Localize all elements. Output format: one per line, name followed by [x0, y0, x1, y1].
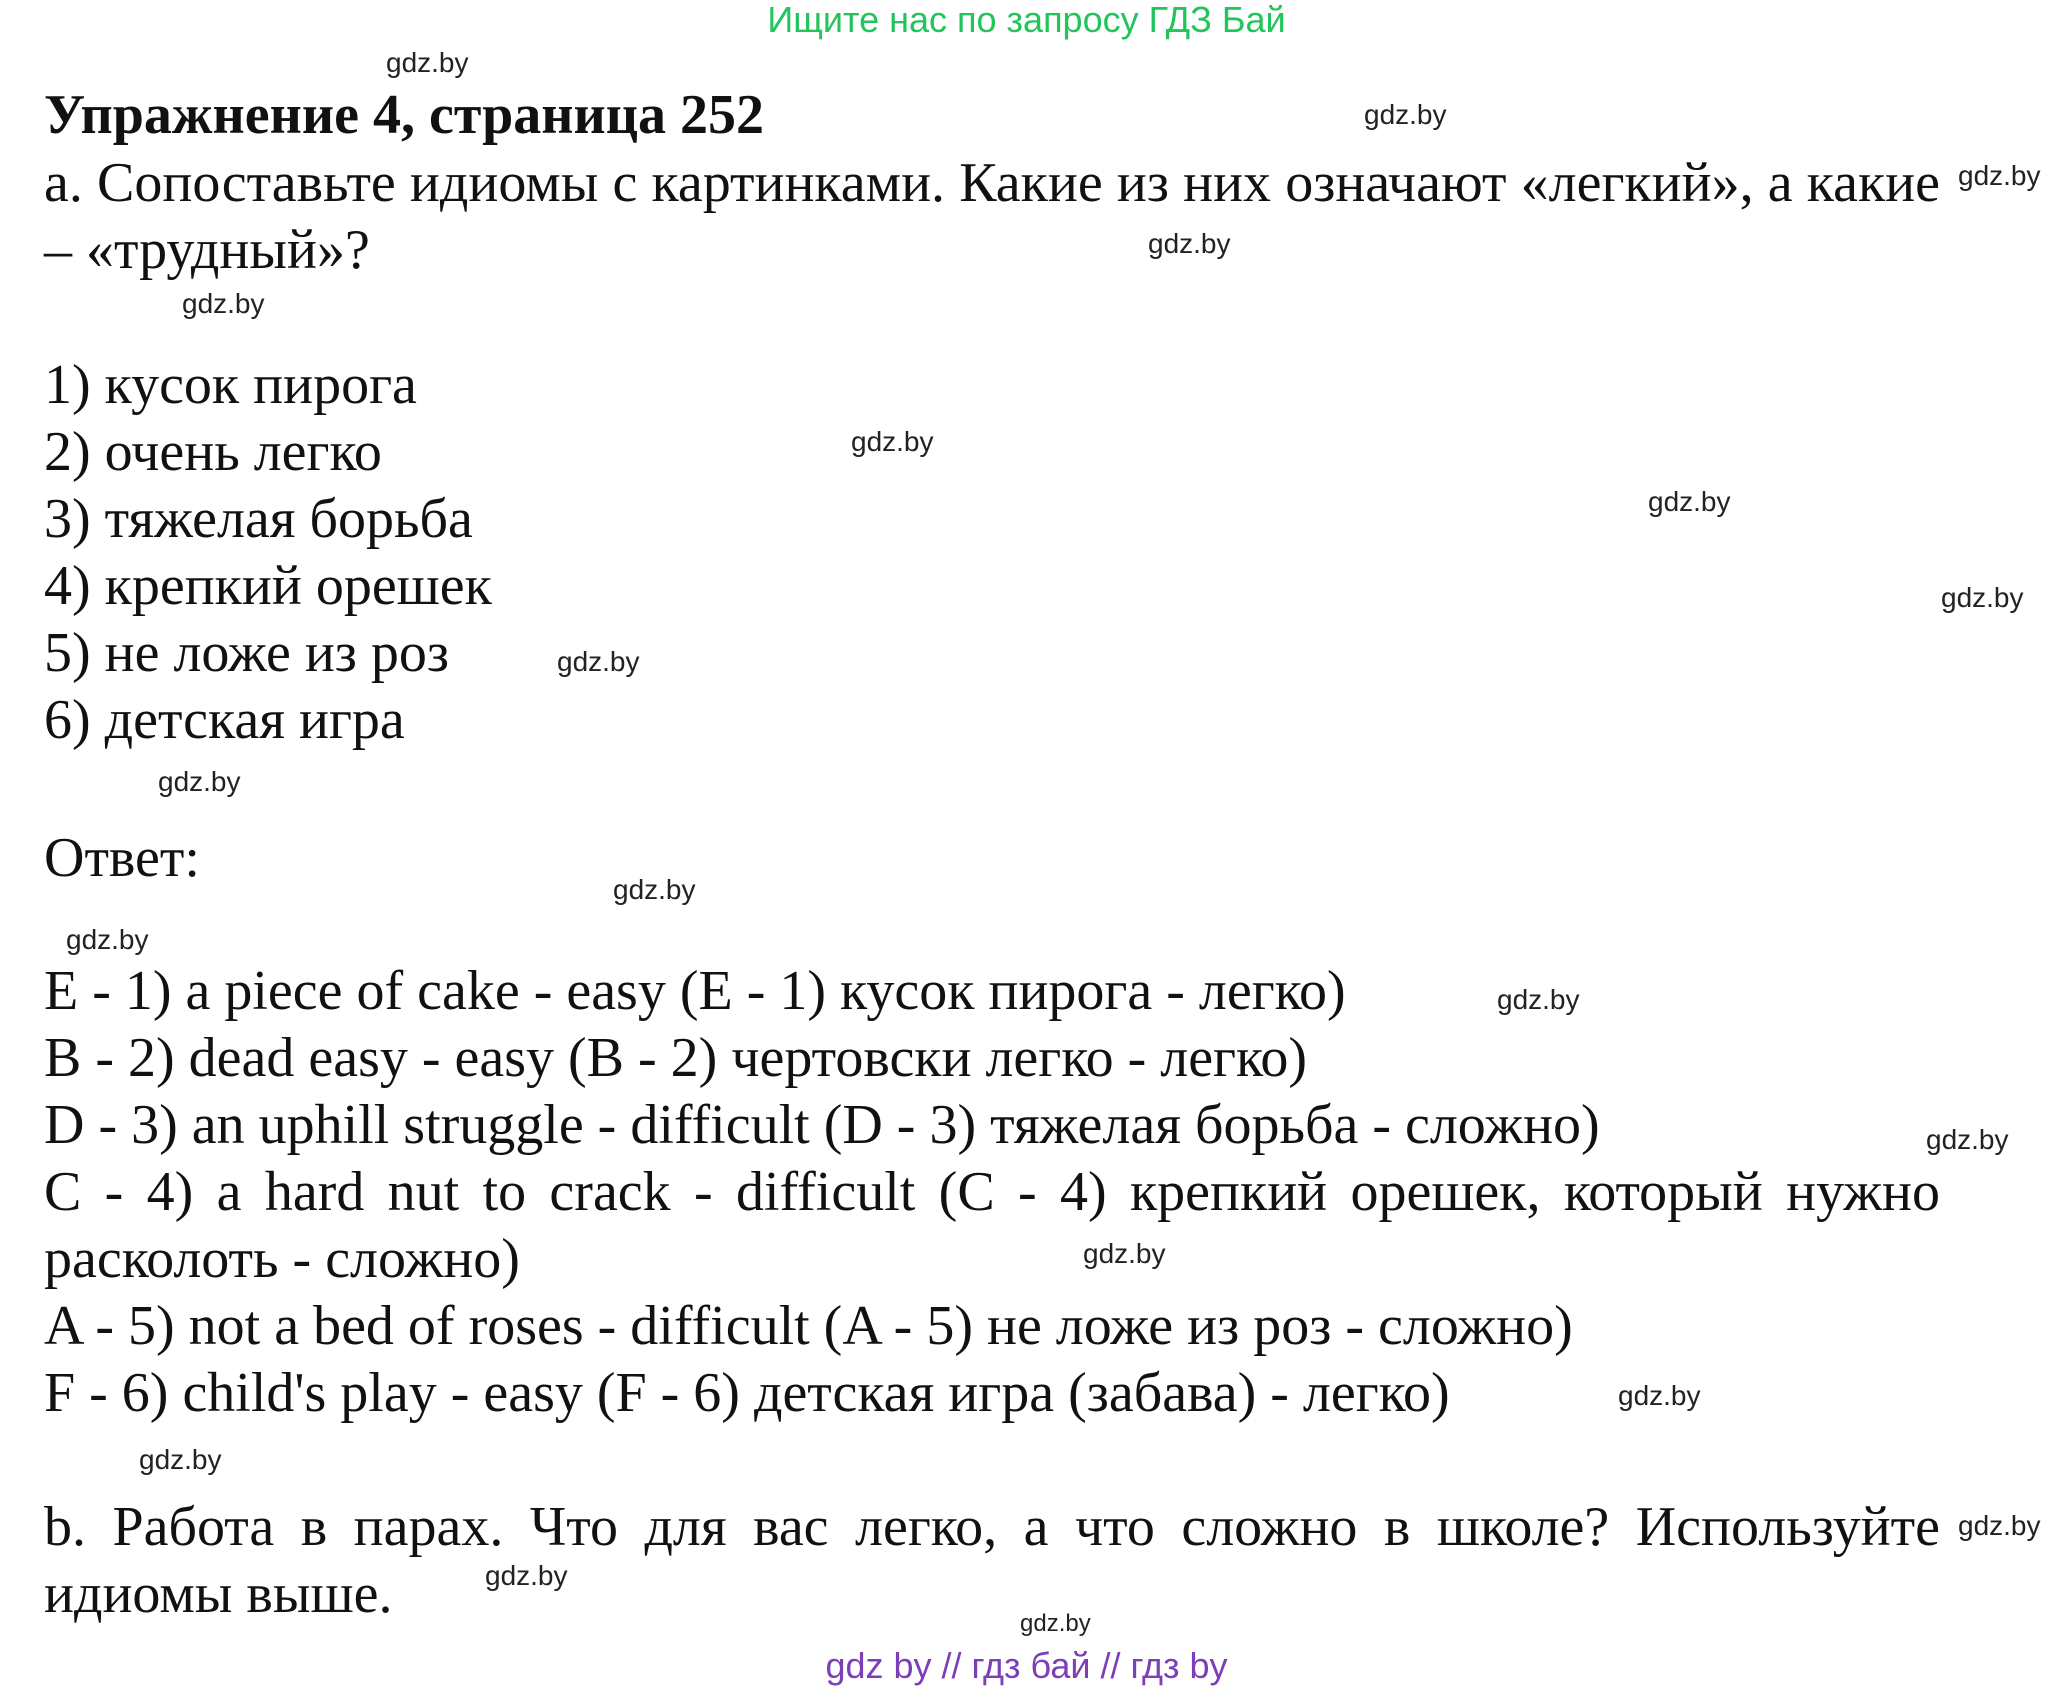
answer-item: F - 6) child's play - easy (F - 6) детская игра (забава) - легко) — [44, 1362, 1450, 1424]
watermark: gdz.by — [1648, 486, 1731, 517]
watermark: gdz.by — [158, 766, 241, 797]
task-a-text: a. Сопоставьте идиомы с картинками. Какие из них означают «легкий», а какие – «трудный»? — [44, 152, 1940, 281]
idiom-list — [44, 352, 492, 754]
answer-label: Ответ: — [44, 827, 200, 889]
watermark: gdz.by — [1941, 582, 2024, 613]
watermark: gdz.by — [1083, 1238, 1166, 1269]
answer-item: E - 1) a piece of cake - easy (E - 1) кусок пирога - легко) — [44, 960, 1346, 1022]
watermark: gdz.by — [386, 47, 469, 78]
watermark: gdz.by — [66, 924, 149, 955]
watermark: gdz.by — [1497, 984, 1580, 1015]
watermark: gdz.by — [485, 1560, 568, 1591]
watermark: gdz.by — [1148, 228, 1231, 259]
list-item: 2) очень легко — [44, 421, 382, 483]
exercise-title: Упражнение 4, страница 252 — [44, 84, 765, 146]
watermark: gdz.by — [613, 874, 696, 905]
list-item: 3) тяжелая борьба — [44, 488, 473, 550]
answer-list — [44, 958, 1940, 1427]
list-item: 6) детская игра — [44, 689, 405, 751]
list-item: 1) кусок пирога — [44, 354, 417, 416]
watermark: gdz.by — [1364, 99, 1447, 130]
answer-item: C - 4) a hard nut to crack - difficult (C - 4) крепкий орешек, который нужно расколоть - сложно) — [44, 1161, 1940, 1290]
watermark: gdz.by — [1926, 1124, 2009, 1155]
watermark: gdz.by — [139, 1444, 222, 1475]
list-item: 4) крепкий орешек — [44, 555, 492, 617]
watermark: gdz.by — [557, 646, 640, 677]
watermark: gdz.by — [851, 426, 934, 457]
task-b-text: b. Работа в парах. Что для вас легко, а что сложно в школе? Используйте идиомы выше. — [44, 1496, 1940, 1625]
answer-item: B - 2) dead easy - easy (B - 2) чертовски легко - легко) — [44, 1027, 1308, 1089]
watermark: gdz.by — [1958, 160, 2041, 191]
top-banner: Ищите нас по запросу ГДЗ Бай — [767, 0, 1286, 40]
watermark: gdz.by — [1618, 1380, 1701, 1411]
answer-item: A - 5) not a bed of roses - difficult (A - 5) не ложе из роз - сложно) — [44, 1295, 1573, 1357]
watermark: gdz.by — [182, 288, 265, 319]
watermark: gdz.by — [1958, 1510, 2041, 1541]
list-item: 5) не ложе из роз — [44, 622, 450, 684]
watermark: gdz.by — [1020, 1610, 1091, 1637]
footer-links: gdz by // гдз бай // гдз by — [825, 1645, 1228, 1686]
answer-item: D - 3) an uphill struggle - difficult (D - 3) тяжелая борьба - сложно) — [44, 1094, 1600, 1156]
